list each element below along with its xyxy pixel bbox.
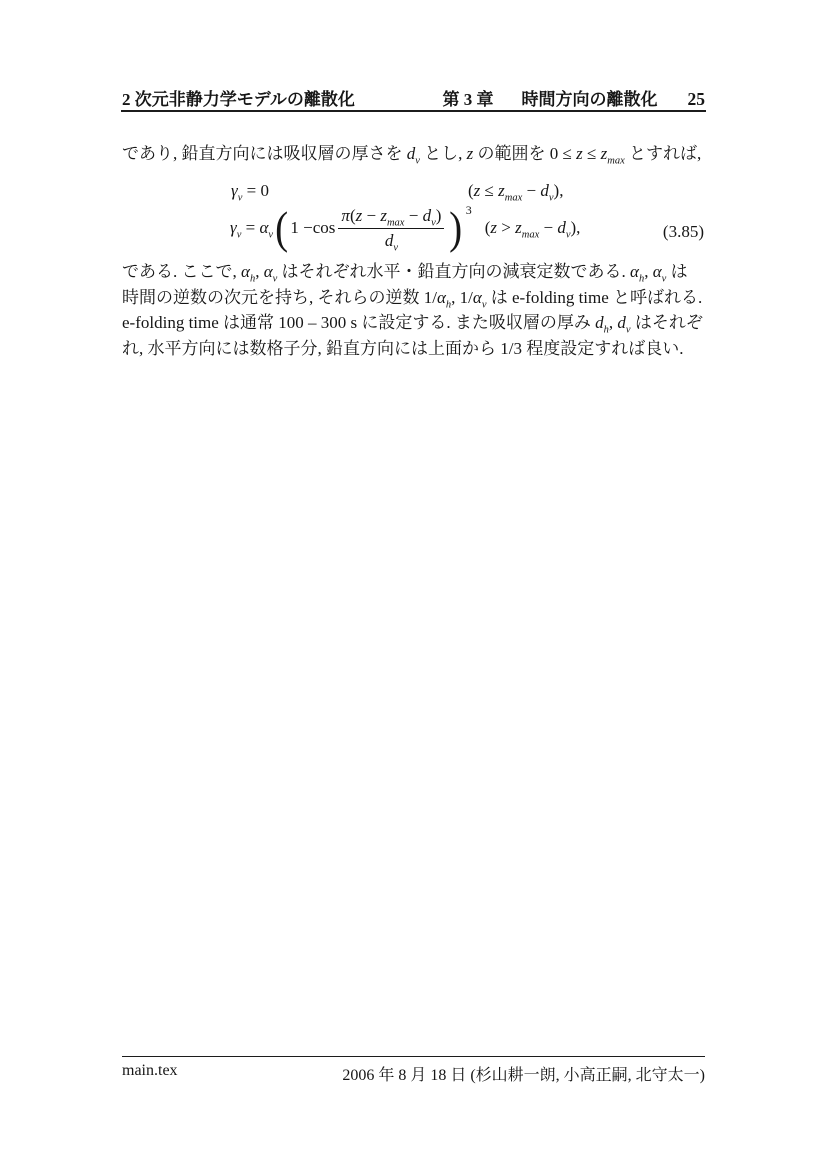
section-title: 時間方向の離散化	[521, 90, 658, 109]
paragraph-intro	[122, 141, 762, 167]
text-line	[122, 310, 762, 336]
math-cos: cos	[312, 218, 336, 237]
text-run: ,	[644, 262, 653, 281]
math-sub: v	[548, 192, 554, 204]
text-line	[122, 259, 762, 285]
chapter-label: 第 3 章	[442, 90, 494, 109]
math-var-alpha: α	[436, 287, 446, 307]
paren: )	[435, 205, 442, 225]
exponent: 3	[465, 203, 472, 217]
text-run: である. ここで,	[122, 262, 241, 281]
paren: (	[484, 218, 491, 237]
math-var-d: d	[384, 231, 394, 250]
math-var-z: z	[576, 144, 583, 163]
math-var-alpha: α	[263, 262, 273, 281]
math-var-d: d	[557, 218, 566, 237]
math-sub: h	[249, 273, 256, 285]
math-run: 1/	[423, 287, 437, 307]
math-var-z: z	[490, 218, 498, 237]
numerator	[338, 206, 444, 229]
math-sub: v	[236, 229, 242, 241]
math-var-alpha: α	[630, 262, 639, 281]
math-sub: h	[603, 324, 609, 336]
math-run: 1/	[459, 287, 473, 307]
math-var-d: d	[422, 205, 432, 225]
equation-line-2: $\gamma_v = \alpha_v$ ( 1 − cos $\frac{\pi(z - z_{max} - d_v)}{d_v}$ ) 3 $(z > z_{max} - d_v)$,	[230, 202, 581, 254]
page-footer	[122, 1062, 705, 1085]
math-operator: −	[404, 205, 423, 225]
math-var-zmax: z	[600, 144, 608, 163]
text-run: 時間の逆数の次元を持ち, それらの逆数	[122, 287, 424, 307]
math-operator: −	[362, 205, 381, 225]
math-var-d: d	[617, 313, 626, 333]
math-lhs	[230, 218, 274, 241]
footer-rule	[122, 1056, 705, 1057]
math-sub: v	[565, 229, 571, 241]
math-sub: h	[445, 299, 452, 311]
math-var-zmax: z	[380, 205, 387, 225]
math-rhs: = 0	[242, 181, 269, 200]
equation-number: (3.85)	[662, 222, 704, 241]
math-var-gamma: γ	[231, 181, 238, 200]
paren: (	[349, 205, 356, 225]
text-line	[122, 336, 762, 362]
text-run: ,	[451, 287, 460, 307]
math-var-alpha: α	[472, 287, 482, 307]
text-run: とすれば,	[624, 144, 702, 163]
math-operator: =	[241, 218, 260, 237]
text-run: れ, 水平方向には数格子分, 鉛直方向には上面から 1/3 程度設定すれば良い.	[122, 339, 684, 359]
math-operator: ≤	[480, 181, 499, 200]
equation-condition-2	[484, 218, 581, 241]
text-run: はそれぞれ水平・鉛直方向の減衰定数である.	[277, 262, 631, 281]
paren: ),	[570, 218, 581, 237]
equation-block	[122, 180, 704, 260]
paragraph-body	[122, 259, 762, 362]
math-sub: v	[661, 273, 667, 285]
math-var-gamma: γ	[230, 218, 237, 237]
math-sub: v	[415, 155, 420, 167]
math-run: 1 −	[290, 218, 313, 237]
math-var-alpha: α	[241, 262, 250, 281]
math-var-d: d	[595, 313, 604, 333]
footer-filename: main.tex	[122, 1062, 178, 1079]
text-run: の範囲を 0 ≤	[473, 144, 577, 163]
math-var-z: z	[355, 205, 363, 225]
math-operator: −	[539, 218, 558, 237]
text-run: であり, 鉛直方向には吸収層の厚さを	[122, 144, 407, 163]
math-sub: max	[386, 217, 405, 229]
math-var-z: z	[473, 181, 481, 200]
math-var-pi: π	[341, 205, 350, 225]
math-sub: h	[638, 273, 645, 285]
math-operator: −	[522, 181, 541, 200]
math-operator: >	[497, 218, 516, 237]
text-run: は e-folding time と呼ばれる.	[486, 287, 703, 307]
fraction	[338, 205, 444, 254]
math-sub: max	[504, 192, 523, 204]
text-run: e-folding time は通常 100 – 300 s に設定する. また吸収層の厚み	[122, 313, 596, 333]
text-run: はそれぞ	[630, 313, 703, 333]
page-number: 25	[687, 89, 705, 109]
math-sub: v	[431, 217, 436, 229]
page-header	[122, 85, 705, 110]
text-run: とし,	[419, 144, 467, 163]
header-rule	[121, 110, 706, 112]
math-var-alpha: α	[259, 218, 269, 237]
math-sub: v	[237, 192, 243, 204]
math-sub: max	[607, 155, 625, 167]
math-var-d: d	[406, 144, 416, 163]
math-operator: ≤	[582, 144, 601, 163]
math-var-d: d	[540, 181, 549, 200]
math-sub: v	[393, 242, 398, 254]
math-sub: v	[268, 229, 274, 241]
text-line	[122, 285, 762, 311]
running-title: 2 次元非静力学モデルの離散化	[122, 90, 355, 109]
paren: (	[468, 181, 474, 200]
footer-date-authors: 2006 年 8 月 18 日 (杉山耕一朗, 小高正嗣, 北守太一)	[342, 1067, 705, 1084]
math-var-z: z	[466, 144, 474, 163]
equation-condition-1	[468, 181, 564, 204]
denominator	[384, 229, 398, 254]
math-var-zmax: z	[498, 181, 505, 200]
math-var-zmax: z	[515, 218, 522, 237]
text-run: は	[666, 262, 688, 281]
text-run: ,	[255, 262, 264, 281]
math-sub: max	[521, 229, 540, 241]
paren: ),	[553, 181, 564, 200]
math-sub: v	[625, 324, 631, 336]
math-sub: v	[272, 273, 278, 285]
math-sub: v	[481, 299, 487, 311]
text-run: ,	[608, 313, 618, 333]
header-right-group	[443, 85, 706, 110]
equation-line-1	[231, 181, 269, 204]
math-var-alpha: α	[652, 262, 662, 281]
